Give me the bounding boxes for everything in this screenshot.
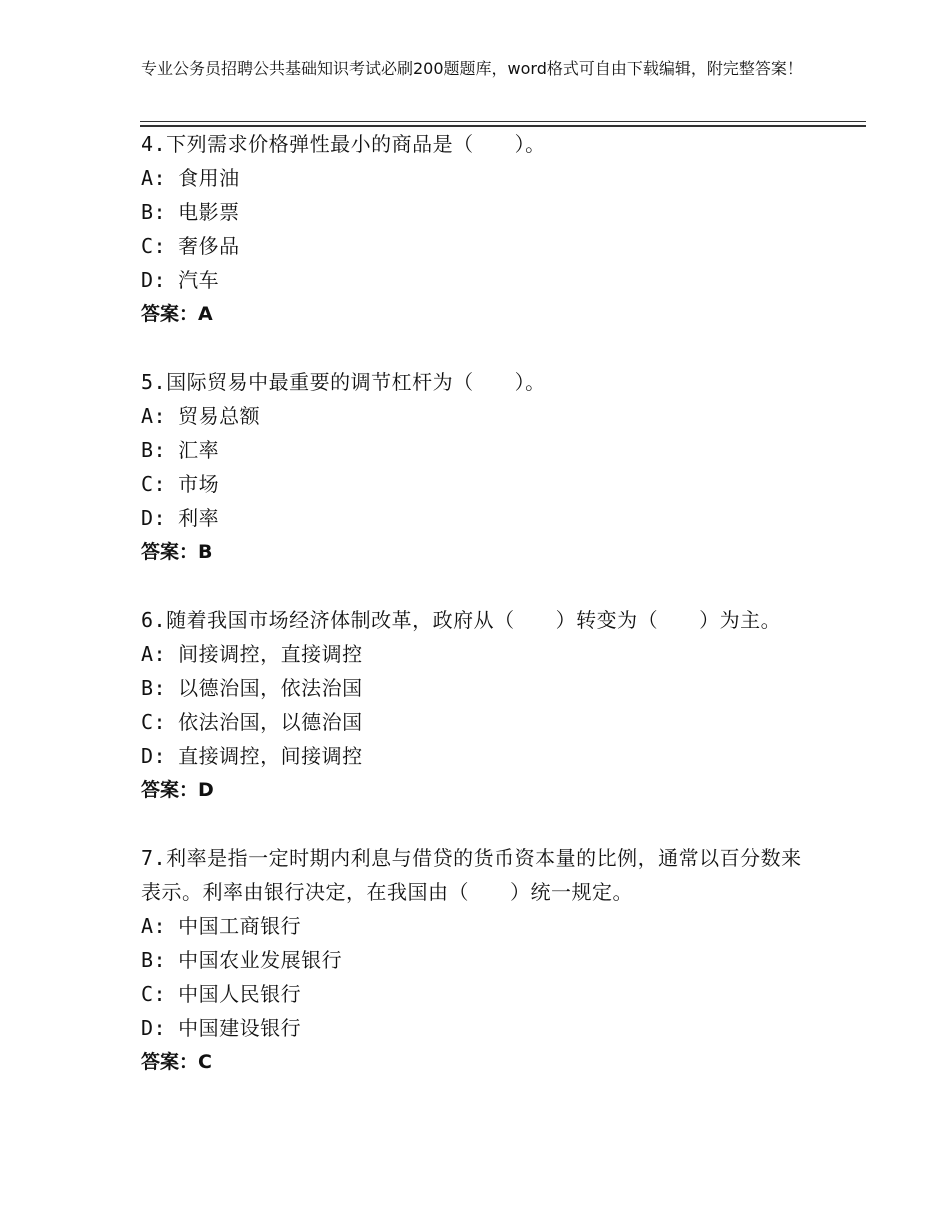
option-letter: D: — [141, 268, 167, 292]
option-letter: C: — [141, 710, 167, 734]
option-text: 电影票 — [178, 200, 240, 224]
option-letter: C: — [141, 234, 167, 258]
option-c — [141, 229, 821, 263]
question-list — [141, 127, 821, 1113]
option-b — [141, 943, 821, 977]
option-text: 依法治国，以德治国 — [178, 710, 363, 734]
option-c — [141, 977, 821, 1011]
option-letter: C: — [141, 472, 167, 496]
option-text: 汽车 — [178, 268, 220, 292]
option-letter: A: — [141, 914, 167, 938]
option-a — [141, 637, 821, 671]
option-text: 奢侈品 — [178, 234, 240, 258]
option-letter: C: — [141, 982, 167, 1006]
option-letter: D: — [141, 1016, 167, 1040]
option-d — [141, 263, 821, 297]
option-letter: B: — [141, 200, 167, 224]
option-text: 利率 — [178, 506, 220, 530]
option-text: 中国工商银行 — [178, 914, 302, 938]
page-header: 专业公务员招聘公共基础知识考试必刷200题题库，word格式可自由下载编辑，附完整答案！ — [141, 59, 803, 78]
option-d — [141, 501, 821, 535]
option-text: 以德治国，依法治国 — [178, 676, 363, 700]
question-text: 7.利率是指一定时期内利息与借贷的货币资本量的比例，通常以百分数来表示。利率由银行决定，在我国由（ ）统一规定。 — [141, 846, 802, 904]
option-d — [141, 739, 821, 773]
option-b — [141, 433, 821, 467]
option-letter: B: — [141, 438, 167, 462]
option-a — [141, 399, 821, 433]
question-text: 6.随着我国市场经济体制改革，政府从（ ）转变为（ ）为主。 — [141, 608, 782, 632]
option-text: 间接调控，直接调控 — [178, 642, 363, 666]
question-6 — [141, 603, 821, 807]
option-text: 汇率 — [178, 438, 220, 462]
option-letter: A: — [141, 166, 167, 190]
option-text: 直接调控，间接调控 — [178, 744, 363, 768]
option-letter: D: — [141, 744, 167, 768]
option-text: 市场 — [178, 472, 220, 496]
question-7 — [141, 841, 821, 1079]
option-text: 食用油 — [178, 166, 240, 190]
question-5 — [141, 365, 821, 569]
answer-label: 答案：C — [141, 1051, 212, 1073]
question-text: 5.国际贸易中最重要的调节杠杆为（ ）。 — [141, 370, 546, 394]
option-letter: D: — [141, 506, 167, 530]
option-a — [141, 909, 821, 943]
option-a — [141, 161, 821, 195]
question-4 — [141, 127, 821, 331]
option-letter: B: — [141, 676, 167, 700]
question-text: 4.下列需求价格弹性最小的商品是（ ）。 — [141, 132, 546, 156]
option-text: 中国农业发展银行 — [178, 948, 343, 972]
option-b — [141, 671, 821, 705]
header-rule-thin — [140, 121, 866, 122]
option-text: 贸易总额 — [178, 404, 261, 428]
option-c — [141, 705, 821, 739]
option-letter: A: — [141, 642, 167, 666]
option-letter: B: — [141, 948, 167, 972]
option-letter: A: — [141, 404, 167, 428]
answer-label: 答案：A — [141, 303, 213, 325]
option-d — [141, 1011, 821, 1045]
option-text: 中国建设银行 — [178, 1016, 302, 1040]
answer-label: 答案：D — [141, 779, 214, 801]
option-text: 中国人民银行 — [178, 982, 302, 1006]
option-b — [141, 195, 821, 229]
option-c — [141, 467, 821, 501]
answer-label: 答案：B — [141, 541, 213, 563]
